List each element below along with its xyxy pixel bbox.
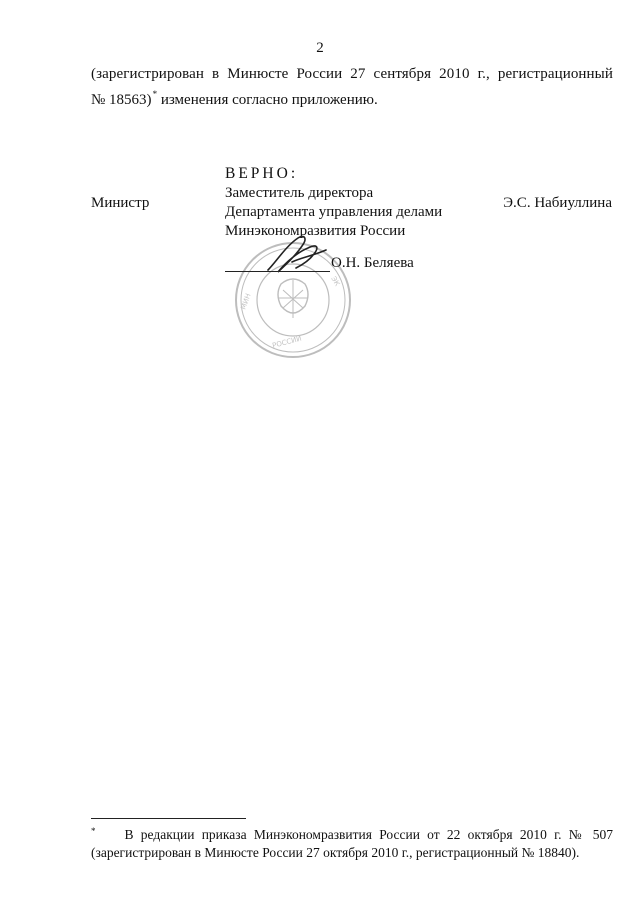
certification-line-1: Заместитель директора	[225, 185, 374, 201]
footnote-line-2: (зарегистрирован в Минюсте России 27 октября 2010 г., регистрационный № 18840).	[91, 845, 580, 860]
signature-line	[225, 271, 330, 272]
minister-title: Министр	[91, 195, 150, 211]
footnote-line-1	[91, 826, 613, 843]
svg-text:ЭК: ЭК	[329, 275, 342, 288]
minister-name: Э.С. Набиуллина	[503, 195, 612, 211]
svg-text:РОССИИ: РОССИИ	[271, 334, 303, 350]
svg-text:МИН: МИН	[239, 292, 253, 311]
page-number: 2	[316, 40, 324, 56]
paragraph-ending: изменения согласно приложению.	[157, 92, 378, 108]
certification-line-3: Минэкономразвития России	[225, 223, 406, 239]
certifier-name: О.Н. Беляева	[331, 255, 414, 271]
footnote-mark: *	[91, 826, 96, 836]
body-paragraph-line-2	[91, 89, 378, 109]
registration-number: № 18563)	[91, 92, 152, 108]
footnote-separator	[91, 818, 246, 819]
footnote-reference: *	[152, 89, 158, 99]
certification-heading: ВЕРНО:	[225, 165, 299, 182]
footnote-text-1: В редакции приказа Минэкономразвития России от 22 октября 2010 г. № 507	[124, 827, 613, 842]
certification-line-2: Департамента управления делами	[225, 204, 443, 220]
body-paragraph-line-1: (зарегистрирован в Минюсте России 27 сентября 2010 г., регистрационный	[91, 66, 613, 82]
